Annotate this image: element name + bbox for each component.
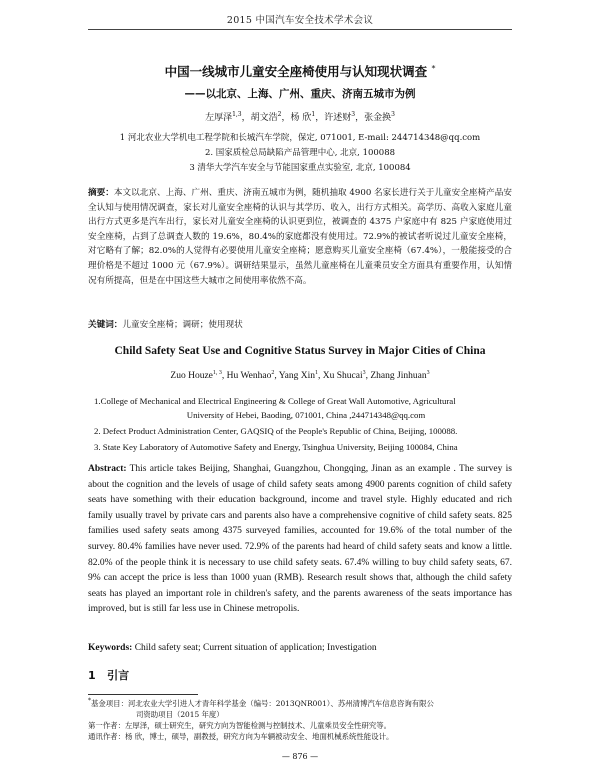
page-number: — 876 — <box>281 752 319 761</box>
author-affil: 2 <box>271 369 275 376</box>
section-title: 引言 <box>107 669 130 682</box>
section-number: 1 <box>88 669 96 682</box>
english-keywords-label: Keywords: <box>88 643 133 653</box>
chinese-abstract-text: 本文以北京、上海、广州、重庆、济南五城市为例，随机抽取 4900 名家长进行关于儿童安全座椅产品安全认知与使用情况调查，家长对儿童安全座椅的认识与其学历、收入，出行方式相关。高学历、高收入家庭儿童出行方式更多是汽车出行，家长对儿童安全座椅的认识更到位，被调查的 4375 户家庭中有 825 户家庭使用过安全座椅，占到了总调查人数的 19.6%，80.4%的家庭都没有使用过。72.9%的被试者听说过儿童安全座椅，对它略有了解；82.0%的人觉得有必要使用儿童安全座椅；愿意购买儿童安全座椅（67.4%），一般能接受的合理价格是不超过 1000 元（67.9%）。调研结果显示，虽然儿童座椅在儿童乘员安全方面具有重要作用，认知情况有所提高，但是在中国这些大城市之间使用率依然不高。 <box>88 188 512 286</box>
footnotes <box>88 698 512 742</box>
author-affil: 2 <box>277 111 282 118</box>
chinese-abstract-label: 摘要： <box>88 188 114 198</box>
english-abstract-text: This article takes Beijing, Shanghai, Guangzhou, Chongqing, Jinan as an example . The survey is about the cognition and the levels of usage of child safety seats among 4900 parents cognition of child safety seats have something with their education background, income and travel style. Highly educated and rich family usually travel by private cars and parents also have a comprehensive cognitive of child safety seats. 825 families used safety seats among 4375 surveyed families, accounted for 19.6% of the total number of the survey. 80.4% families have never used. 72.9% of the parents had heard of child safety seats and know a little. 82.0% of the people think it is necessary to use child safety seats. 67.4% willing to buy child safety seats, 67. 9% can accept the price is less than 1000 yuan (RMB). Research result shows that, although the child safety seats has played an important role in children's safety, and the parents awareness of the seats importance has improved, but is still far less use in Chinese metropolis. <box>88 464 512 615</box>
english-keywords <box>88 643 512 653</box>
author-name: Zuo Houze <box>170 371 213 381</box>
chinese-authors: 左厚泽$^{1,3}$，胡文浩$^2$，杨 欣$^1$，许述财$^3$，张金换$^3$ <box>205 111 395 123</box>
chinese-keywords-label: 关键词： <box>88 320 123 330</box>
footnote-rule <box>88 694 198 695</box>
author-name: Yang Xin <box>278 371 316 381</box>
english-abstract-label: Abstract: <box>88 464 127 474</box>
english-affiliation-1-line2: University of Hebei, Baoding, 071001, China ,244714348@qq.com <box>186 410 426 420</box>
author-name: Zhang Jinhuan <box>370 371 427 381</box>
footnote-fund-line2: 司资助项目（2015 年度） <box>136 710 224 719</box>
english-abstract <box>88 462 512 618</box>
footnote-mark: * <box>88 697 91 705</box>
author-name: Hu Wenhao <box>226 371 272 381</box>
author-affil: 3 <box>391 111 395 118</box>
section-heading <box>88 667 129 683</box>
author-name: 杨 欣 <box>290 113 312 123</box>
footnote-fund-line1: 基金项目：河北农业大学引进人才青年科学基金（编号：2013QNR001）、苏州清博汽车信息咨询有限公 <box>91 699 434 708</box>
chinese-keywords <box>88 318 512 330</box>
author-affil: 1 <box>311 111 316 118</box>
running-head: 2015 中国汽车安全技术学术会议 <box>226 15 374 26</box>
chinese-abstract <box>88 186 512 288</box>
chinese-affiliation-1: 1 河北农业大学机电工程学院和长城汽车学院，保定, 071001, E-mail: 244714348@qq.com <box>119 133 481 143</box>
title-footnote-mark: * <box>431 63 436 73</box>
author-name: Xu Shucai <box>322 371 363 381</box>
author-name: 许述财 <box>324 113 352 123</box>
english-affiliation-1-line1: 1.College of Mechanical and Electrical Engineering & College of Great Wall Automotive, Agricultural <box>94 396 456 406</box>
author-name: 左厚泽 <box>205 113 233 123</box>
chinese-title-text: 中国一线城市儿童安全座椅使用与认知现状调查 <box>164 64 428 79</box>
chinese-keywords-text: 儿童安全座椅；调研；使用现状 <box>122 320 243 330</box>
chinese-title <box>0 62 600 80</box>
author-affil: 3 <box>351 111 356 118</box>
english-title: Child Safety Seat Use and Cognitive Status Survey in Major Cities of China <box>114 345 486 357</box>
author-affil: 3 <box>362 369 366 376</box>
footnote-fund <box>88 698 512 709</box>
author-name: 张金换 <box>364 113 392 123</box>
author-affil: 1, 3 <box>212 369 222 376</box>
english-affiliation-2: 2. Defect Product Administration Center, GAQSIQ of the People's Republic of China, Beijing, 100088. <box>94 426 458 436</box>
english-affiliation-1 <box>88 394 518 422</box>
footnote-corresponding: 通讯作者：杨 欣，博士，硕导，副教授，研究方向为车辆被动安全、地面机械系统性能设计。 <box>88 732 394 741</box>
english-affiliation-3: 3. State Key Laboratory of Automotive Safety and Energy, Tsinghua University, Beijing 100084, China <box>94 442 458 452</box>
author-affil: 1 <box>315 369 319 376</box>
footnote-first-author: 第一作者：左厚泽，硕士研究生，研究方向为智能检测与控制技术、儿童乘员安全性研究等。 <box>88 721 392 730</box>
chinese-subtitle: ——以北京、上海、广州、重庆、济南五城市为例 <box>184 88 416 100</box>
author-name: 胡文浩 <box>250 113 278 123</box>
english-authors: Zuo Houze$^{1, 3}$, Hu Wenhao$^2$, Yang Xin$^1$, Xu Shucai$^3$, Zhang Jinhuan$^3$ <box>170 369 430 381</box>
english-keywords-text: Child safety seat; Current situation of application; Investigation <box>134 643 377 653</box>
author-affil: 1,3 <box>232 111 242 118</box>
chinese-affiliation-3: 3 清华大学汽车安全与节能国家重点实验室, 北京, 100084 <box>189 163 411 173</box>
chinese-affiliation-2: 2. 国家质检总局缺陷产品管理中心, 北京, 100088 <box>204 148 396 158</box>
author-affil: 3 <box>426 369 430 376</box>
header-rule <box>88 29 512 30</box>
